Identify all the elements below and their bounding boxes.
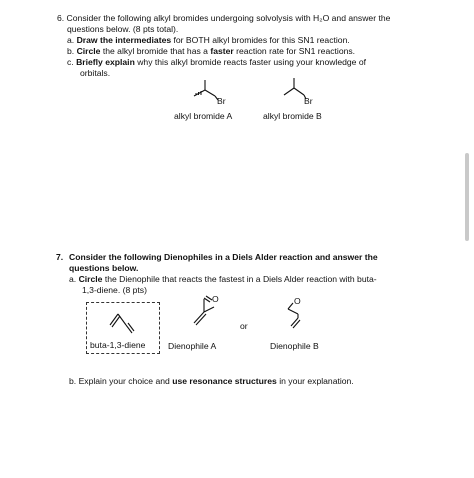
q6-part-b-text2: reaction rate for SN1 reactions. <box>233 46 356 56</box>
q6-part-b-text1: the alkyl bromide that has a <box>100 46 211 56</box>
q6-part-b-marker: b. <box>67 46 75 56</box>
q6-part-a-text: for BOTH alkyl bromides for this SN1 reaction. <box>171 35 350 45</box>
q6-part-c-marker: c. <box>67 57 74 67</box>
alkyl-bromide-a-label: alkyl bromide A <box>174 111 233 121</box>
alkyl-bromide-a-br: Br <box>217 96 226 106</box>
alkyl-bromide-b-label: alkyl bromide B <box>263 111 322 121</box>
dienophile-a-label: Dienophile A <box>168 341 217 351</box>
q7-number: 7. <box>56 252 64 262</box>
or-text: or <box>240 321 248 331</box>
q7-part-a-bold: Circle <box>78 274 103 284</box>
q6-part-a-bold: Draw the intermediates <box>76 35 172 45</box>
q7-part-b-text1: Explain your choice and <box>78 376 173 386</box>
butadiene-label: buta-1,3-diene <box>90 340 146 350</box>
q6-part-b-bold-faster: faster <box>210 46 234 56</box>
q7-part-a-line2: 1,3-diene. (8 pts) <box>82 285 147 295</box>
q7-prompt-line1: Consider the following Dienophiles in a Diels Alder reaction and answer the <box>69 252 378 262</box>
q7-prompt-line2: questions below. <box>69 263 139 273</box>
dienophile-b-label: Dienophile B <box>270 341 319 351</box>
dienophile-a-oxygen: O <box>212 294 219 304</box>
alkyl-bromide-b-br: Br <box>304 96 313 106</box>
q6-part-c-text: why this alkyl bromide reacts faster using your knowledge of <box>134 57 367 67</box>
q6-part-a-marker: a. <box>67 35 75 45</box>
q6-part-b-bold-circle: Circle <box>76 46 101 56</box>
q6-part-c-line2: orbitals. <box>80 68 111 78</box>
q7-part-b-bold: use resonance structures <box>172 376 277 386</box>
q7-part-a-text: the Dienophile that reacts the fastest in a Diels Alder reaction with buta- <box>102 274 377 284</box>
dienophile-b-oxygen: O <box>294 296 301 306</box>
q7-part-b-marker: b. <box>69 376 77 386</box>
q7-part-b <box>69 376 354 387</box>
q6-prompt-line1: 6. Consider the following alkyl bromides undergoing solvolysis with H₂O and answer the <box>57 13 391 23</box>
q7-part-b-text2: in your explanation. <box>276 376 354 386</box>
q6-part-c-bold: Briefly explain <box>76 57 135 67</box>
q7-part-a-marker: a. <box>69 274 77 284</box>
q6-prompt-line2: questions below. (8 pts total). <box>67 24 179 34</box>
